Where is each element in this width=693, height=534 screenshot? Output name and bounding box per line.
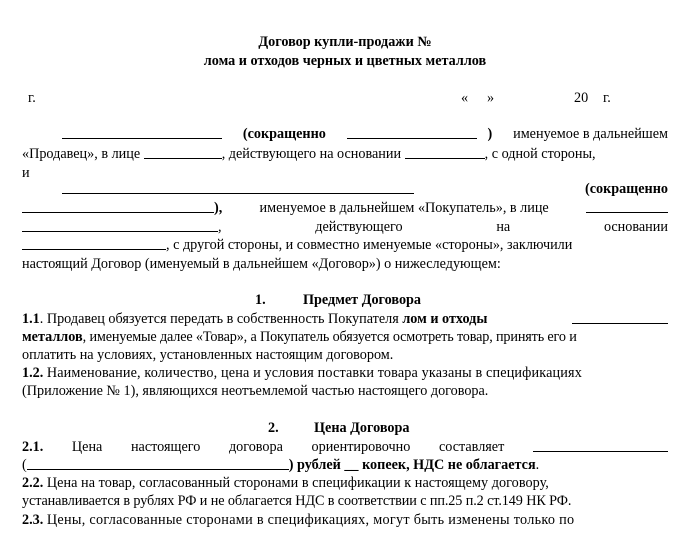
buyer-line-5 <box>22 255 668 274</box>
year-prefix: 20 <box>574 90 589 106</box>
buyer-line-2 <box>22 199 668 218</box>
clause-1-1-text-b: , именуемые далее «Товар», а Покупатель обязуется осмотреть товар, принять его и <box>82 329 577 345</box>
seller-abbrev-blank[interactable] <box>347 125 477 139</box>
clause-2-1-word-5: составляет <box>438 439 505 455</box>
clause-1-2-text-a: Наименование, количество, цена и условия поставки товара указаны в спецификациях <box>46 365 582 381</box>
clause-2-1-word-1: Цена <box>71 439 103 455</box>
clause-1-2-number: 1.2. <box>22 365 44 381</box>
buyer-abbrev-blank[interactable] <box>22 199 214 213</box>
clause-2-1-line-1 <box>22 438 668 457</box>
seller-named-text: именуемое в дальнейшем <box>513 126 668 142</box>
clause-2-2-text-a: Цена на товар, согласованный сторонами в спецификации к настоящему договору, <box>46 475 549 491</box>
buyer-close: ), <box>214 200 223 216</box>
seller-basis-blank[interactable] <box>405 145 485 159</box>
clause-2-1-number: 2.1. <box>22 439 44 455</box>
section2-title: Цена Договора <box>314 420 410 436</box>
seller-line-1 <box>22 125 668 144</box>
seller-line-2 <box>22 145 668 164</box>
metal-type-blank[interactable] <box>572 310 668 324</box>
clause-2-1-word-3: договора <box>228 439 283 455</box>
clause-2-1-word-2: настоящего <box>130 439 201 455</box>
buyer-rep-blank-2[interactable] <box>22 218 218 232</box>
contract-subtitle: лома и отходов черных и цветных металлов <box>203 53 487 69</box>
section2-number: 2. <box>268 420 279 436</box>
acting-basis-text: , действующего на основании <box>221 146 402 162</box>
comma-text: , <box>218 219 222 235</box>
abbrev-close: ) <box>487 126 493 142</box>
acting-word-3: основании <box>603 219 668 235</box>
buyer-named-text: именуемое в дальнейшем «Покупатель», в лице <box>259 200 549 216</box>
clause-1-2-line-1 <box>22 364 668 383</box>
clause-2-1-word-4: ориентировочно <box>311 439 411 455</box>
clause-1-2-text-b: (Приложение № 1), являющихся неотъемлемой частью настоящего договора. <box>22 383 489 399</box>
buyer-name-blank[interactable] <box>62 180 414 194</box>
clause-2-1-bold: ) рублей __ копеек, НДС не облагается <box>288 457 536 473</box>
this-contract-text: настоящий Договор (именуемый в дальнейшем «Договор») о нижеследующем: <box>22 256 501 272</box>
section1-title: Предмет Договора <box>303 292 422 308</box>
abbrev-label: (сокращенно <box>242 126 326 142</box>
year-suffix: г. <box>603 90 611 106</box>
seller-role-text: «Продавец», в лице <box>22 146 141 162</box>
date-close-quote: » <box>487 90 495 106</box>
seller-rep-blank[interactable] <box>144 145 222 159</box>
buyer-line-3 <box>22 218 668 237</box>
clause-1-1-bold-1: лом и отходы <box>402 311 488 327</box>
clause-1-1-text-c: оплатить на условиях, установленных настоящим договором. <box>22 347 394 363</box>
contract-title: Договор купли-продажи № <box>258 34 432 50</box>
buyer-abbrev-label: (сокращенно <box>585 181 668 197</box>
clause-1-1-bold-2: металлов <box>22 329 83 345</box>
other-side-text: , с другой стороны, и совместно именуемые «стороны», заключили <box>166 237 573 253</box>
clause-1-1-line-1 <box>22 310 668 329</box>
clause-2-3-text-a: Цены, согласованные сторонами в спецификациях, могут быть изменены только по <box>46 512 575 528</box>
date-open-quote: « <box>461 90 469 106</box>
buyer-line-4 <box>22 236 668 255</box>
price-words-blank[interactable] <box>27 456 289 470</box>
price-digits-blank[interactable] <box>533 438 668 452</box>
clause-2-2-line-2 <box>22 492 668 511</box>
clause-2-1-open: ( <box>22 457 27 473</box>
buyer-rep-blank[interactable] <box>586 199 668 213</box>
clause-1-1-line-3 <box>22 346 668 365</box>
clause-1-2-line-2 <box>22 382 668 401</box>
clause-2-1-line-2 <box>22 456 668 475</box>
clause-2-3-line-1 <box>22 511 668 530</box>
clause-2-2-text-b: устанавливается в рублях РФ и не облагается НДС в соответствии с пп.25 п.2 ст.149 НК РФ. <box>22 493 572 509</box>
section1-number: 1. <box>255 292 266 308</box>
clause-1-1-text-a: . Продавец обязуется передать в собственность Покупателя <box>39 311 399 327</box>
clause-1-1-line-2 <box>22 328 668 347</box>
clause-2-2-number: 2.2. <box>22 475 44 491</box>
seller-name-blank[interactable] <box>62 125 222 139</box>
acting-word-1: действующего <box>315 219 403 235</box>
clause-2-1-end: . <box>535 457 540 473</box>
clause-1-1-number: 1.1 <box>22 311 40 327</box>
one-side-text: , с одной стороны, <box>484 146 596 162</box>
and-text: и <box>22 165 30 181</box>
clause-2-2-line-1 <box>22 474 668 493</box>
acting-word-2: на <box>496 219 511 235</box>
clause-2-3-number: 2.3. <box>22 512 44 528</box>
city-label: г. <box>28 90 36 106</box>
buyer-basis-blank[interactable] <box>22 236 166 250</box>
